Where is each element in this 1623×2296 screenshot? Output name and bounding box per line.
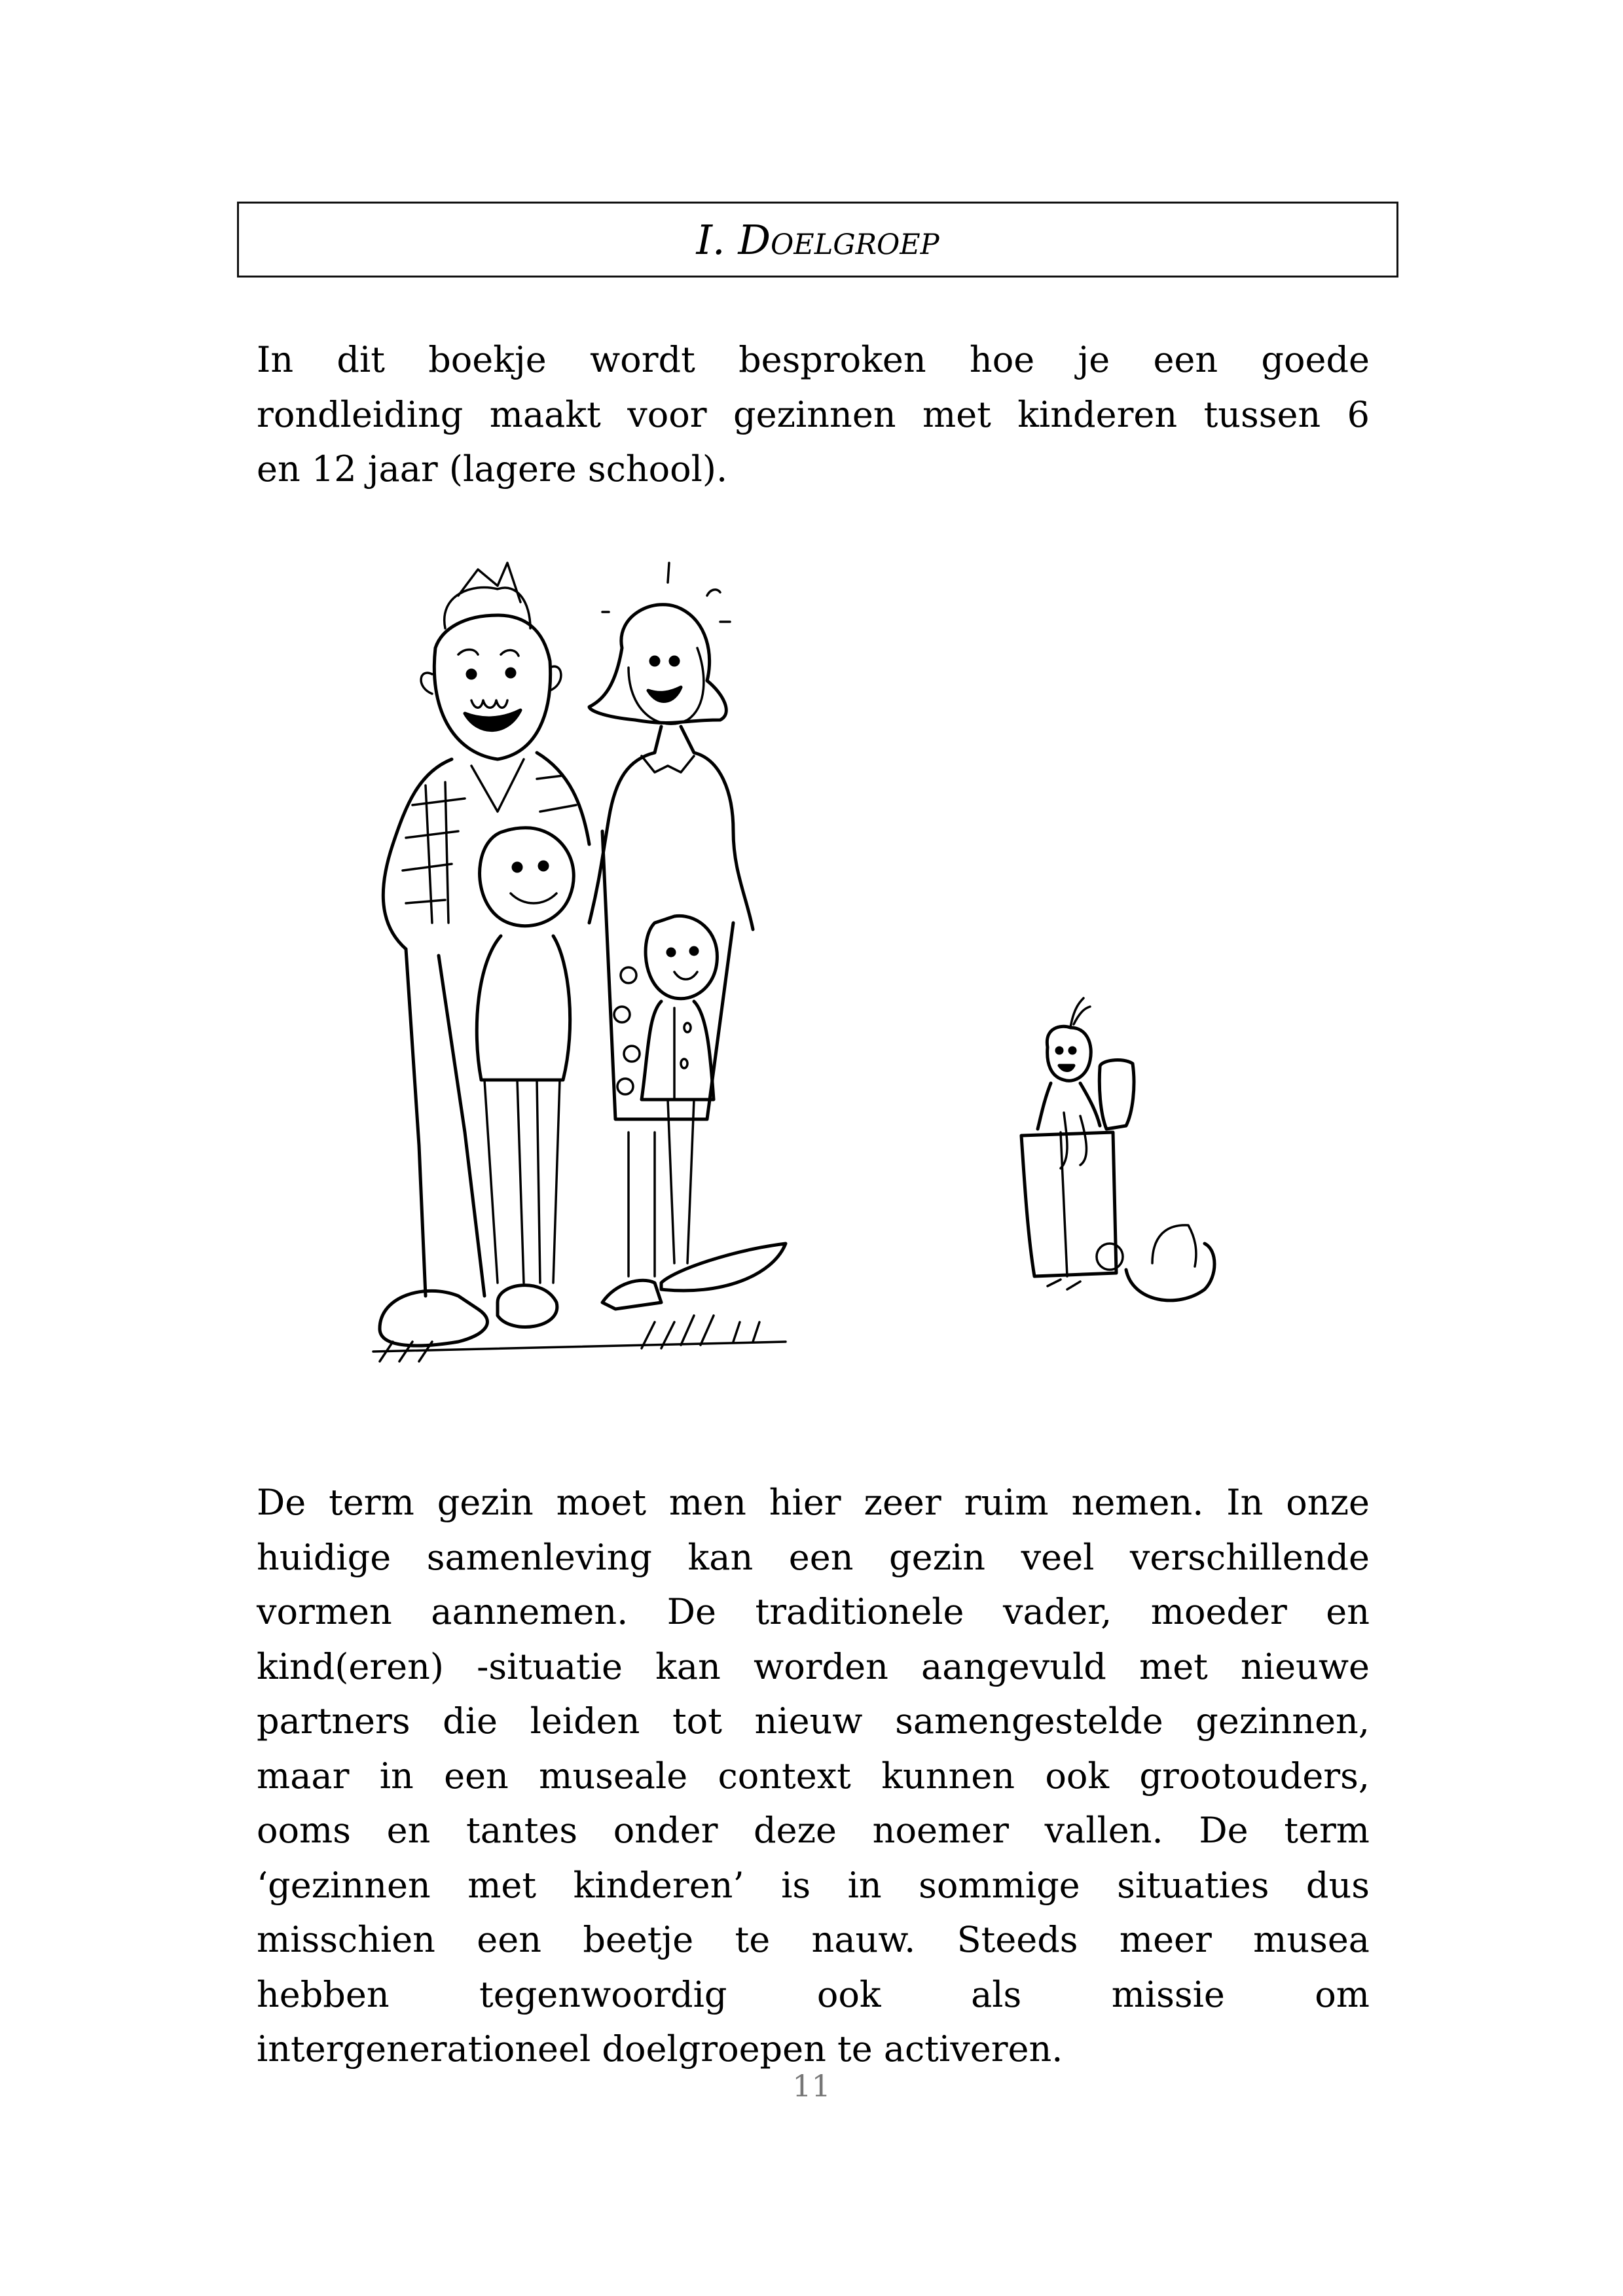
text-line	[257, 1475, 1370, 1530]
text-line	[257, 332, 1370, 387]
text-line	[257, 1530, 1370, 1585]
text-line-content: partners die leiden tot nieuw samengestelde gezinnen,	[257, 1700, 1370, 1742]
intro-paragraph	[257, 332, 1370, 497]
text-line	[257, 387, 1370, 442]
text-line-content: De term gezin moet men hier zeer ruim nemen. In onze	[257, 1482, 1370, 1523]
page-number: 11	[792, 2068, 831, 2104]
text-line-content: misschien een beetje te nauw. Steeds meer musea	[257, 1919, 1370, 1960]
text-line-content: en 12 jaar (lagere school).	[257, 448, 728, 490]
text-line-content: ooms en tantes onder deze noemer vallen. De term	[257, 1810, 1370, 1851]
section-title: I. Doelgroep	[696, 215, 939, 264]
text-line	[257, 1858, 1370, 1913]
text-line	[257, 1585, 1370, 1640]
text-line	[257, 1967, 1370, 2022]
section-title-box	[237, 202, 1398, 278]
text-line-content: intergenerationeel doelgroepen te activeren.	[257, 2028, 1063, 2070]
text-line-content: vormen aannemen. De traditionele vader, moeder en	[257, 1591, 1370, 1632]
text-line-content: hebben tegenwoordig ook als missie om	[257, 1973, 1370, 2015]
family-drawing-icon	[367, 556, 838, 1388]
baby-on-bin-drawing-icon	[1008, 988, 1244, 1335]
text-line-content: ‘gezinnen met kinderen’ is in sommige situaties dus	[257, 1864, 1370, 1906]
text-line	[257, 1694, 1370, 1749]
text-line-content: rondleiding maakt voor gezinnen met kinderen tussen 6	[257, 393, 1370, 435]
text-line	[257, 1912, 1370, 1967]
text-line	[257, 1803, 1370, 1858]
text-line-content: In dit boekje wordt besproken hoe je een goede	[257, 339, 1370, 380]
text-line	[257, 1749, 1370, 1804]
text-line-content: maar in een museale context kunnen ook grootouders,	[257, 1755, 1370, 1797]
text-line-content: huidige samenleving kan een gezin veel verschillende	[257, 1536, 1370, 1578]
text-line-content: kind(eren) -situatie kan worden aangevuld met nieuwe	[257, 1645, 1370, 1687]
text-line	[257, 442, 1370, 497]
body-paragraph	[257, 1475, 1370, 2077]
text-line	[257, 1640, 1370, 1695]
